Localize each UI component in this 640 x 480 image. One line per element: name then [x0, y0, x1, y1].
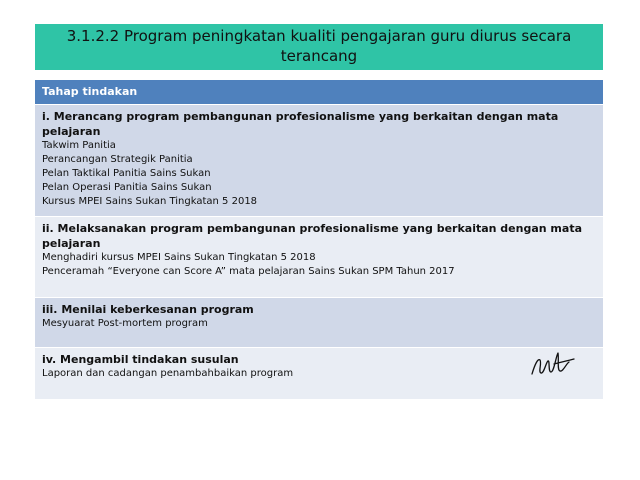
table-header-label: Tahap tindakan [42, 85, 138, 98]
table-row-1 [35, 105, 603, 217]
section-title [35, 24, 603, 70]
row-3-title: iii. Menilai keberkesanan program [42, 303, 254, 316]
row-1-item-3: Pelan Taktikal Panitia Sains Sukan [42, 168, 211, 179]
table-header [35, 80, 603, 105]
row-1-item-5: Kursus MPEI Sains Sukan Tingkatan 5 2018 [42, 196, 258, 207]
table-row-4 [35, 348, 603, 400]
row-1-item-4: Pelan Operasi Panitia Sains Sukan [42, 182, 212, 193]
table-row-3 [35, 298, 603, 348]
section-title-text: 3.1.2.2 Program peningkatan kualiti pengajaran guru diurus secara terancang [66, 27, 572, 65]
handwritten-signature [529, 350, 577, 380]
row-3-item-1: Mesyuarat Post-mortem program [42, 318, 208, 329]
row-1-item-2: Perancangan Strategik Panitia [42, 154, 193, 165]
row-2-item-2: Penceramah “Everyone can Score A” mata pelajaran Sains Sukan SPM Tahun 2017 [42, 266, 455, 277]
row-2-title: ii. Melaksanakan program pembangunan profesionalisme yang berkaitan dengan mata pelajaran [42, 222, 582, 250]
row-4-item-1: Laporan dan cadangan penambahbaikan program [42, 368, 294, 379]
row-4-title: iv. Mengambil tindakan susulan [42, 353, 239, 366]
row-1-title: i. Merancang program pembangunan profesionalisme yang berkaitan dengan mata pelajaran [42, 110, 559, 138]
table-row-2 [35, 217, 603, 298]
row-1-item-1: Takwim Panitia [42, 140, 116, 151]
action-table [35, 80, 603, 400]
row-2-item-1: Menghadiri kursus MPEI Sains Sukan Tingkatan 5 2018 [42, 252, 316, 263]
